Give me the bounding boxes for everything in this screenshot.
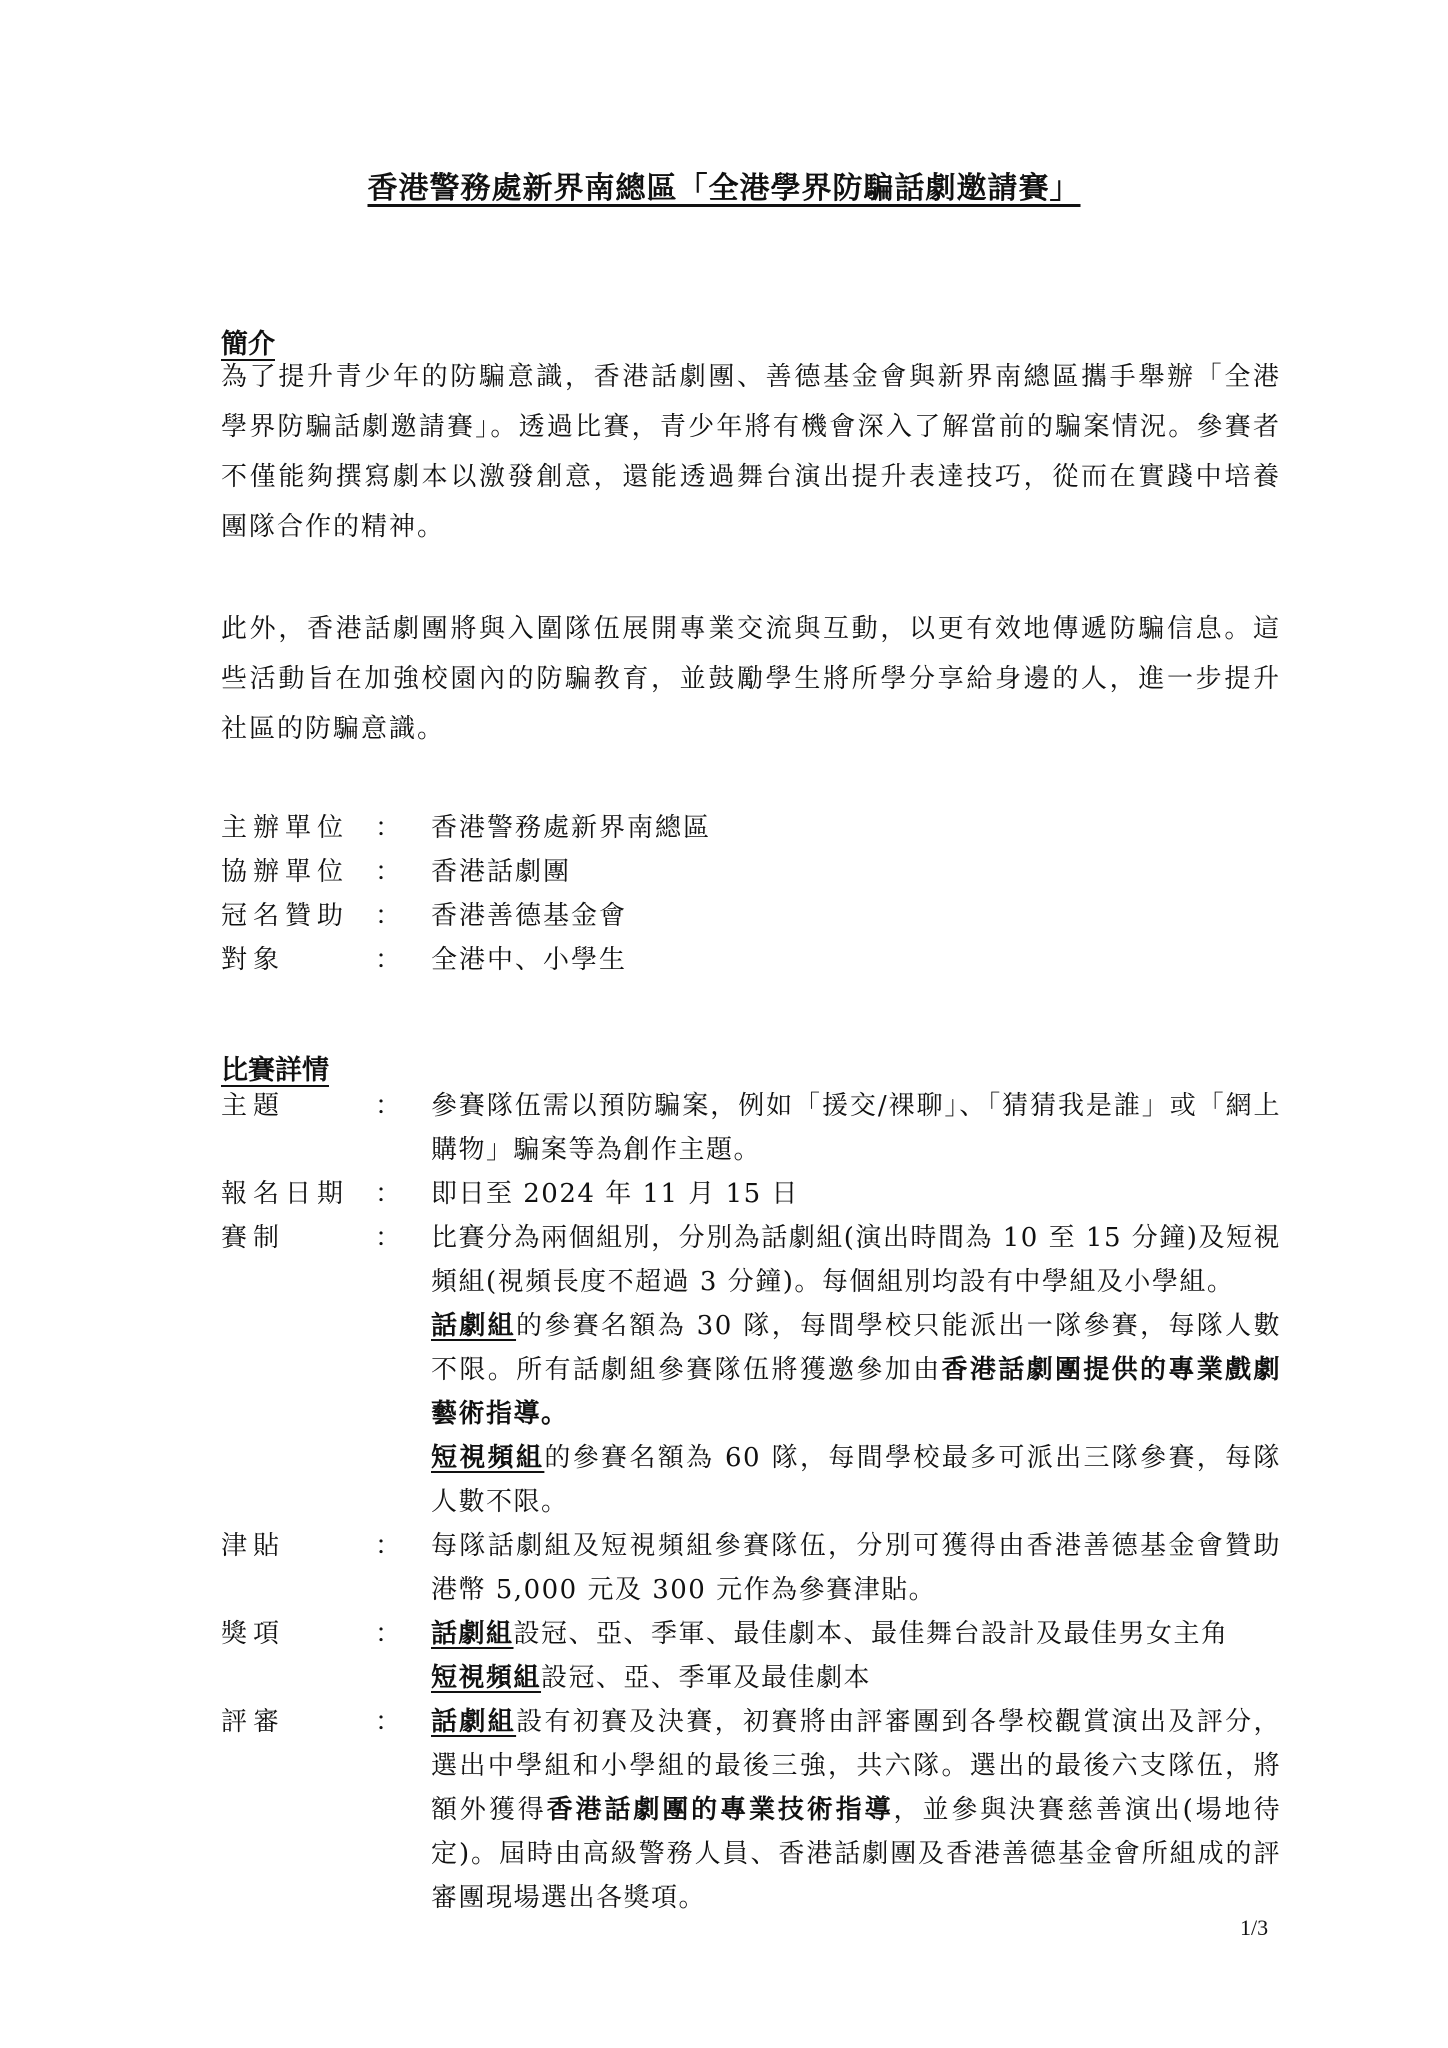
details-value: 每隊話劇組及短視頻組參賽隊伍，分別可獲得由香港善德基金會贊助港幣 5,000 元及 300 元作為參賽津貼。: [431, 1531, 1281, 1605]
format-drama-text: 的參賽名額為 30 隊，每間學校只能派出一隊參賽，每隊人數不限。所有話劇組參賽隊伍將獲邀參加由: [431, 1311, 1281, 1385]
organiser-value: 香港話劇團: [431, 857, 572, 887]
details-value: [431, 1700, 1281, 1920]
intro-heading: 簡介: [221, 329, 275, 360]
details-colon: ：: [375, 1091, 402, 1121]
organiser-colon: ：: [375, 813, 402, 843]
judging-text-1: 設有初賽及決賽，初賽將由評審團到各學校觀賞演出及評分，選出中學組和小學組的最後三強，共六隊。選出的最後六支隊伍，將額外獲得: [431, 1707, 1281, 1825]
details-colon: ：: [375, 1531, 402, 1561]
awards-video: [431, 1656, 1281, 1700]
details-value: 參賽隊伍需以預防騙案，例如「援交/裸聊」、「猜猜我是誰」或「網上購物」騙案等為創作主題。: [431, 1091, 1281, 1165]
details-label: 主題: [221, 1091, 286, 1121]
organiser-value: 香港警務處新界南總區: [431, 813, 712, 843]
format-video-text: 的參賽名額為 60 隊，每間學校最多可派出三隊參賽，每隊人數不限。: [431, 1443, 1281, 1517]
organiser-value: 全港中、小學生: [431, 945, 628, 975]
details-value: [431, 1216, 1281, 1524]
awards-video-text: 設冠、亞、季軍及最佳劇本: [541, 1663, 872, 1693]
intro-paragraph-2: 此外，香港話劇團將與入圍隊伍展開專業交流與互動，以更有效地傳遞防騙信息。這些活動旨在加強校園內的防騙教育，並鼓勵學生將所學分享給身邊的人，進一步提升社區的防騙意識。: [221, 614, 1281, 744]
document-title: 香港警務處新界南總區「全港學界防騙話劇邀請賽」: [367, 171, 1081, 206]
awards-drama-text: 設冠、亞、季軍、最佳劇本、最佳舞台設計及最佳男女主角: [513, 1619, 1229, 1649]
judging-paragraph: [431, 1700, 1281, 1920]
format-drama-emphasis: 香港話劇團提供的專業戲劇藝術指導。: [431, 1355, 1281, 1429]
judging-text-2: ，並參與決賽慈善演出(場地待定)。屆時由高級警務人員、香港話劇團及香港善德基金會所組成的評審團現場選出各獎項。: [431, 1795, 1281, 1913]
organiser-value: 香港善德基金會: [431, 901, 628, 931]
drama-group-label: 話劇組: [431, 1311, 517, 1341]
awards-drama: [431, 1612, 1281, 1656]
organiser-row-sponsor: [221, 894, 1281, 938]
details-colon: ：: [375, 1619, 402, 1649]
format-paragraph-2: [431, 1304, 1281, 1436]
organiser-label: 冠名贊助: [221, 901, 350, 931]
video-group-label: 短視頻組: [431, 1443, 545, 1473]
organiser-label: 對象: [221, 945, 286, 975]
format-paragraph-1: 比賽分為兩個組別，分別為話劇組(演出時間為 10 至 15 分鐘)及短視頻組(視頻長度不超過 3 分鐘)。每個組別均設有中學組及小學組。: [431, 1223, 1281, 1297]
details-colon: ：: [375, 1223, 402, 1253]
drama-group-label: 話劇組: [431, 1707, 517, 1737]
organiser-colon: ：: [375, 945, 402, 975]
organiser-colon: ：: [375, 901, 402, 931]
organiser-list: [221, 806, 1281, 982]
details-heading: 比賽詳情: [221, 1055, 329, 1086]
format-paragraph-3: [431, 1436, 1281, 1524]
details-row-format: [221, 1216, 1281, 1524]
details-value: 即日至 2024 年 11 月 15 日: [431, 1179, 799, 1209]
intro-paragraph-1: 為了提升青少年的防騙意識，香港話劇團、善德基金會與新界南總區攜手舉辦「全港學界防騙話劇邀請賽」。透過比賽，青少年將有機會深入了解當前的騙案情況。參賽者不僅能夠撰寫劇本以激發創意，還能透過舞台演出提升表達技巧，從而在實踐中培養團隊合作的精神。: [221, 362, 1281, 542]
organiser-label: 主辦單位: [221, 813, 350, 843]
details-list: [221, 1084, 1281, 1920]
details-row-theme: [221, 1084, 1281, 1172]
details-row-allowance: [221, 1524, 1281, 1612]
drama-group-label: 話劇組: [431, 1619, 514, 1649]
details-label: 津貼: [221, 1531, 286, 1561]
details-row-judging: [221, 1700, 1281, 1920]
details-row-registration: [221, 1172, 1281, 1216]
organiser-row-host: [221, 806, 1281, 850]
details-label: 獎項: [221, 1619, 286, 1649]
organiser-row-target: [221, 938, 1281, 982]
organiser-colon: ：: [375, 857, 402, 887]
details-colon: ：: [375, 1707, 402, 1737]
organiser-label: 協辦單位: [221, 857, 350, 887]
organiser-row-co-organiser: [221, 850, 1281, 894]
video-group-label: 短視頻組: [431, 1663, 542, 1693]
details-label: 報名日期: [221, 1179, 350, 1209]
judging-emphasis: 香港話劇團的專業技術指導: [546, 1795, 894, 1825]
details-value: [431, 1612, 1281, 1700]
details-label: 評審: [221, 1707, 286, 1737]
page-number: 1/3: [1240, 1915, 1269, 1940]
details-colon: ：: [375, 1179, 402, 1209]
details-label: 賽制: [221, 1223, 286, 1253]
details-row-awards: [221, 1612, 1281, 1700]
